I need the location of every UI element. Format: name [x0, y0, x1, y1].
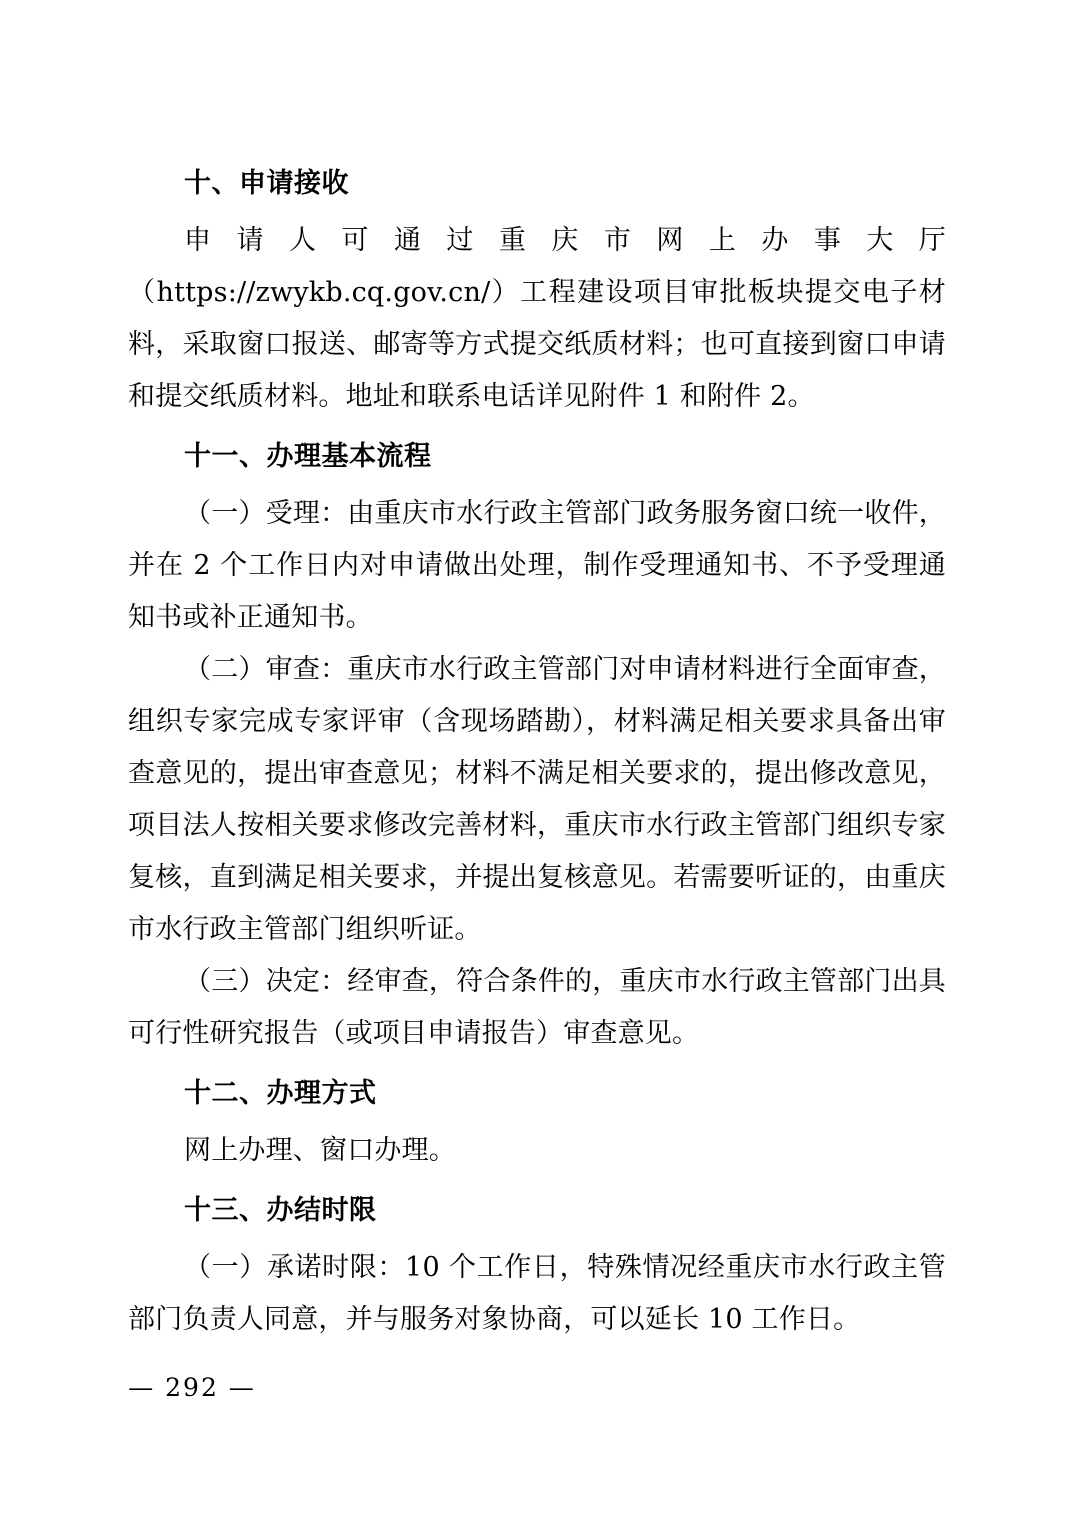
section-paragraph: 申请人可通过重庆市网上办事大厅（https://zwykb.cq.gov.cn/）工程建设项目审批板块提交电子材料，采取窗口报送、邮寄等方式提交纸质材料；也可直接到窗口申请和提交纸质材料。地址和联系电话详见附件 1 和附件 2。 [128, 225, 946, 412]
section-paragraph: （一）受理：由重庆市水行政主管部门政务服务窗口统一收件，并在 2 个工作日内对申请做出处理，制作受理通知书、不予受理通知书或补正通知书。 [128, 498, 946, 633]
section-paragraph: （三）决定：经审查，符合条件的，重庆市水行政主管部门出具可行性研究报告（或项目申请报告）审查意见。 [128, 966, 946, 1049]
section-application-receipt [128, 170, 946, 423]
document-body [128, 170, 946, 1346]
section-heading: 十二、办理方式 [184, 1078, 377, 1109]
section-paragraph: （二）审查：重庆市水行政主管部门对申请材料进行全面审查，组织专家完成专家评审（含现场踏勘），材料满足相关要求具备出审查意见的，提出审查意见；材料不满足相关要求的，提出修改意见，项目法人按相关要求修改完善材料，重庆市水行政主管部门组织专家复核，直到满足相关要求，并提出复核意见。若需要听证的，由重庆市水行政主管部门组织听证。 [128, 654, 946, 945]
section-paragraph: （一）承诺时限：10 个工作日，特殊情况经重庆市水行政主管部门负责人同意，并与服务对象协商，可以延长 10 工作日。 [128, 1252, 946, 1335]
page-number: — 292 — [128, 1373, 256, 1402]
section-heading: 十、申请接收 [184, 168, 349, 199]
section-heading: 十三、办结时限 [184, 1195, 377, 1226]
section-completion-time-limit [128, 1197, 946, 1346]
section-paragraph: 网上办理、窗口办理。 [184, 1135, 456, 1166]
section-heading: 十一、办理基本流程 [184, 441, 432, 472]
section-handling-method [128, 1080, 946, 1177]
section-basic-process [128, 443, 946, 1060]
page-footer [0, 1373, 1074, 1402]
